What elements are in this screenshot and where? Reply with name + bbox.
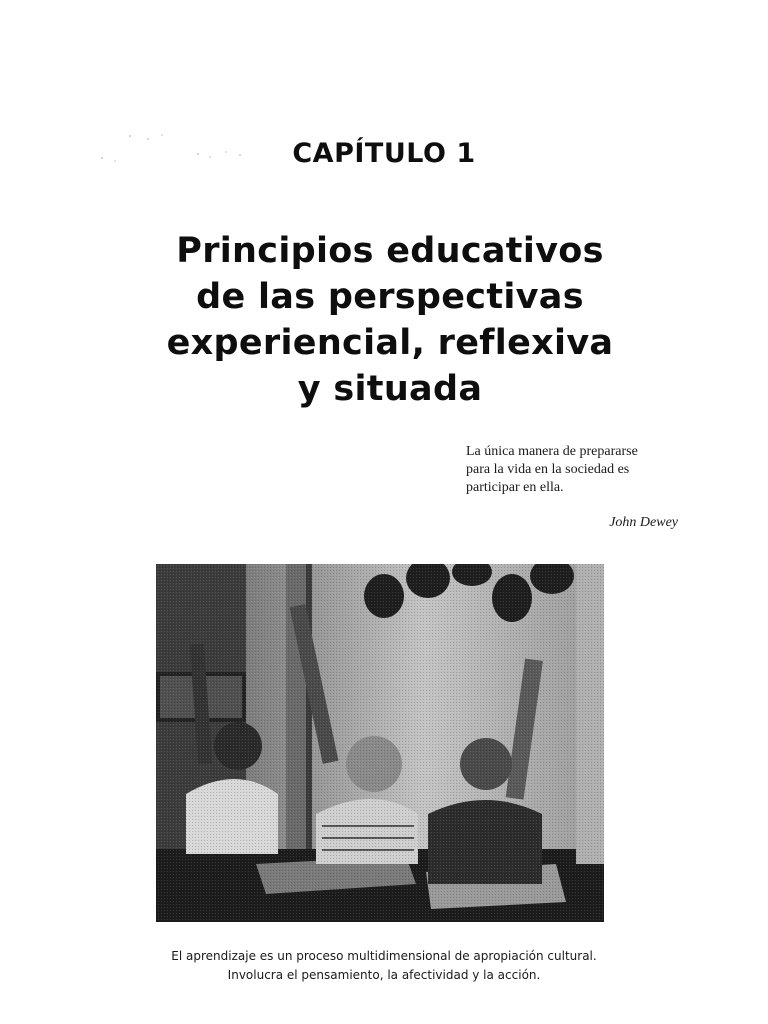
epigraph-line: La única manera de prepararse [466, 444, 638, 459]
epigraph-quote [466, 443, 716, 497]
epigraph-author: John Dewey [609, 515, 678, 530]
chapter-label-text: CAPÍTULO 1 [292, 138, 476, 169]
epigraph-line: participar en ella. [466, 480, 564, 495]
caption-line: El aprendizaje es un proceso multidimensional de apropiación cultural. [171, 949, 597, 963]
title-line: experiencial, reflexiva [166, 323, 614, 363]
title-line: Principios educativos [176, 231, 604, 271]
chapter-label [0, 138, 768, 169]
chapter-title [100, 228, 680, 412]
figure-caption [0, 947, 768, 985]
title-line: de las perspectivas [196, 277, 584, 317]
caption-line: Involucra el pensamiento, la afectividad y la acción. [227, 968, 541, 982]
epigraph-line: para la vida en la sociedad es [466, 462, 630, 477]
classroom-photo-illustration [156, 564, 604, 922]
classroom-photo [156, 564, 604, 922]
title-line: y situada [297, 369, 483, 409]
